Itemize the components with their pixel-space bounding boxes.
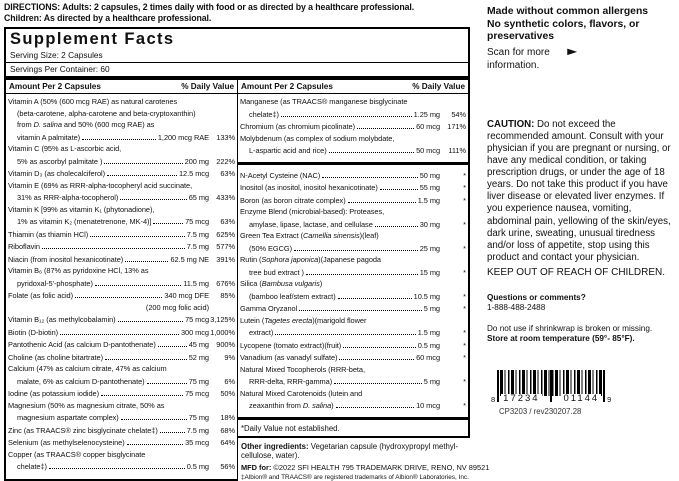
nutrient-row: Zinc (as TRAACS® zinc bisglycinate chelate‡) 7.5 mg 68% — [8, 425, 235, 435]
nutrient-row: (bamboo leaf/stem extract) 10.5 mg * — [249, 291, 466, 301]
scan-text-line1: Scan for more — [487, 46, 550, 58]
nutrient-line: Vitamin C (95% as L-ascorbic acid, — [8, 144, 122, 153]
amount-header: Amount Per 2 Capsules — [241, 82, 333, 91]
nutrient-row: amylase, lipase, lactase, and cellulase 30 mg * — [249, 219, 466, 229]
supplement-facts-header — [4, 27, 470, 80]
mfd-text: ©2022 SFI HEALTH 795 TRADEMARK DRIVE, RENO, NV 89521 — [271, 462, 490, 472]
nutrient-line: Molybdenum (as complex of sodium molybdate, — [240, 133, 395, 143]
caution-body: Do not exceed the recommended amount. Consult with your physician if you are pregnant or nursing, or have any medical condition, or taking prescription drugs, or under the age of 18 years. Do not take this product if you have liver disease or elevated liver enzymes. If you experience nausea, vomiting, abdominal pain, yellowing of the skin/eyes, dark urine, sweating, unusual tiredness and/or loss of appetite, stop using this product and contact your physician. — [487, 118, 671, 263]
caution-label: CAUTION: — [487, 118, 535, 130]
product-code: CP3203 / rev230207.28 — [499, 406, 582, 416]
other-ingredients-label: Other ingredients: — [241, 441, 309, 451]
phone-number: 1-888-488-2488 — [487, 302, 546, 312]
right-column-header — [238, 80, 468, 94]
storage-note: Store at room temperature (59°- 85°F). — [487, 333, 635, 343]
daily-value-footnote: *Daily Value not established. — [241, 423, 340, 433]
label-footnotes — [238, 438, 490, 481]
barcode-guard-left — [497, 370, 499, 402]
questions-label: Questions or comments? — [487, 292, 586, 302]
nutrient-row: tree bud extract ) 15 mg * — [249, 267, 466, 277]
nutrient-line: Vitamin E (69% as RRR-alpha-tocopheryl acid succinate, — [8, 180, 193, 190]
nutrient-line: Vitamin K [99% as vitamin K₁ (phytonadione), — [8, 204, 155, 214]
nutrient-row: chelate‡) 0.5 mg 56% — [17, 462, 235, 471]
claim-synthetic: No synthetic colors, flavors, or preservatives — [487, 18, 640, 43]
arrow-right-icon: ► — [563, 45, 581, 58]
barcode-digits — [501, 394, 601, 404]
nutrient-row: Boron (as boron citrate complex) 1.5 mg * — [240, 195, 466, 205]
nutrient-row: 1% as vitamin K₂ (menatetrenone, MK-4)] 75 mcg 63% — [17, 217, 235, 226]
nutrient-row: Choline (as choline bitartrate) 52 mg 9% — [8, 352, 235, 362]
nutrient-row: Folate (as folic acid) 340 mcg DFE 85% — [8, 291, 235, 300]
left-column-rows — [6, 94, 237, 476]
nutrient-line: Rutin (Sophora japonica)(Japanese pagoda — [240, 255, 381, 264]
shrinkwrap-note: Do not use if shrinkwrap is broken or missing. — [487, 323, 653, 333]
barcode — [489, 370, 619, 416]
trademark-note: ‡Albion® and TRAACS® are registered trademarks of Albion® Laboratories, Inc. — [241, 473, 469, 481]
questions-block — [487, 293, 677, 313]
nutrient-line: Natural Mixed Carotenoids (lutein and — [240, 388, 363, 398]
directions-line1: DIRECTIONS: Adults: 2 capsules, 2 times daily with food or as directed by a healthcare professional. — [4, 2, 415, 12]
nutrient-row: 5% as ascorbyl palmitate ) 200 mg 222% — [17, 156, 235, 166]
nutrient-row: zeaxanthin from D. salina) 10 mcg * — [249, 401, 466, 410]
section-divider — [238, 162, 468, 165]
barcode-group1: 17234 — [503, 392, 540, 404]
section-divider — [238, 417, 468, 420]
nutrient-line: Magnesium (50% as magnesium citrate, 50% as — [8, 400, 165, 410]
nutrient-line: Lutein (Tagetes erecta)(marigold flower — [240, 315, 367, 325]
storage-block — [487, 324, 677, 344]
nutrient-row: Niacin (from inositol hexanicotinate) 62.5 mg NE 391% — [8, 254, 235, 264]
nutrient-row: Pantothenic Acid (as calcium D-pantothenate) 45 mg 900% — [8, 340, 235, 349]
nutrient-line: Silica (Bambusa vulgaris) — [240, 279, 323, 288]
nutrient-row: vitamin A palmitate) 1,200 mcg RAE 133% — [17, 132, 235, 142]
right-column — [238, 80, 470, 438]
nutrient-row: Thiamin (as thiamin HCl) 7.5 mg 625% — [8, 229, 235, 239]
other-ingredients-text: Vegetarian capsule (hydroxypropyl methyl-cellulose, water). — [241, 441, 459, 460]
supplement-facts-panel — [4, 27, 490, 481]
nutrient-row: Vitamin D₃ (as cholecalciferol) 12.5 mcg 63% — [8, 169, 235, 178]
scan-text-line2: information. — [487, 60, 540, 72]
daily-value-header: % Daily Value — [181, 82, 234, 91]
nutrient-row: L-aspartic acid and rice) 50 mcg 111% — [249, 146, 466, 155]
nutrient-row: Gamma Oryzanol 5 mg * — [240, 304, 466, 313]
nutrient-line: (beta-carotene, alpha-carotene and beta-cryptoxanthin) — [17, 108, 196, 118]
serving-size: Serving Size: 2 Capsules — [6, 49, 468, 63]
nutrient-row: Selenium (as methylselenocysteine) 35 mcg 64% — [8, 438, 235, 447]
nutrient-row: extract) 1.5 mg * — [249, 328, 466, 337]
right-column-rows-top — [238, 94, 468, 160]
nutrient-row: 31% as RRR-alpha-tocopherol) 65 mg 433% — [17, 193, 235, 202]
nutrient-row: Vanadium (as vanadyl sulfate) 60 mcg * — [240, 353, 466, 362]
nutrient-row: (50% EGCG) 25 mg * — [249, 243, 466, 253]
nutrient-row: Iodine (as potassium iodide) 75 mcg 50% — [8, 389, 235, 398]
right-column-wrap — [238, 80, 490, 481]
supplement-facts-columns — [4, 80, 490, 481]
caution-text — [487, 119, 677, 264]
nutrient-row: Lycopene (tomato extract)(fruit) 0.5 mg * — [240, 340, 466, 350]
supplement-facts-title: Supplement Facts — [10, 30, 175, 48]
barcode-left-digit: 8 — [491, 394, 496, 404]
barcode-bars — [497, 370, 605, 404]
nutrient-row: Biotin (D-biotin) 300 mcg 1,000% — [8, 327, 235, 337]
right-column-rows-bottom — [238, 167, 468, 415]
claim-allergens: Made without common allergens — [487, 6, 649, 17]
left-column — [6, 80, 238, 481]
nutrient-line: Green Tea Extract (Camellia sinensis)(leaf) — [240, 231, 379, 240]
servings-per-container: Servings Per Container: 60 — [10, 64, 110, 74]
nutrient-row: RRR-delta, RRR-gamma) 5 mg * — [249, 377, 466, 386]
nutrient-row: N-Acetyl Cysteine (NAC) 50 mg * — [240, 170, 466, 180]
allergen-claims — [487, 6, 677, 44]
daily-value-header: % Daily Value — [412, 82, 465, 91]
nutrient-row: Riboflavin 7.5 mg 577% — [8, 242, 235, 251]
mfd-label: MFD for: — [241, 462, 272, 472]
barcode-right-digit: 9 — [607, 394, 612, 404]
amount-header: Amount Per 2 Capsules — [9, 82, 101, 91]
directions — [4, 2, 476, 24]
keep-out-text: KEEP OUT OF REACH OF CHILDREN. — [487, 266, 665, 278]
barcode-group2: 01144 — [563, 392, 600, 404]
nutrient-line: Vitamin A (50% (600 mcg RAE) as natural carotenes — [8, 97, 178, 106]
barcode-guard-right — [603, 370, 605, 402]
nutrient-row: malate, 6% as calcium D-pantothenate) 75 mg 6% — [17, 376, 235, 386]
nutrient-row: magnesium aspartate complex) 75 mg 18% — [17, 413, 235, 422]
nutrient-row: Vitamin B₁₂ (as methylcobalamin) 75 mcg 3,125% — [8, 315, 235, 324]
nutrient-line: Enzyme Blend (microbial-based): Proteases, — [240, 207, 385, 216]
nutrient-line: Manganese (as TRAACS® manganese bisglycinate — [240, 97, 408, 106]
barcode-row — [489, 370, 619, 404]
nutrient-note: (200 mcg folic acid) — [145, 302, 209, 312]
nutrient-row: pyridoxal-5'-phosphate) 11.5 mg 676% — [17, 278, 235, 288]
nutrient-line: Calcium (47% as calcium citrate, 47% as calcium — [8, 364, 167, 373]
nutrient-line: Natural Mixed Tocopherols (RRR-beta, — [240, 364, 365, 374]
nutrient-line: from D. salina and 50% (600 mcg RAE) as — [17, 120, 155, 129]
right-info-panel — [487, 6, 677, 416]
nutrient-line: Copper (as TRAACS® copper bisglycinate — [8, 449, 146, 459]
nutrient-row: Inositol (as inositol, inositol hexanicotinate) 55 mg * — [240, 183, 466, 192]
left-column-header — [6, 80, 237, 94]
other-ingredients — [241, 442, 467, 461]
nutrient-row: Chromium (as chromium picolinate) 60 mcg 171% — [240, 122, 466, 131]
nutrient-row: chelate‡) 1.25 mg 54% — [249, 109, 466, 119]
directions-line2: Children: As directed by a healthcare professional. — [4, 13, 212, 23]
scan-note — [487, 46, 677, 73]
nutrient-line: Vitamin B₆ (87% as pyridoxine HCl, 13% as — [8, 266, 149, 275]
